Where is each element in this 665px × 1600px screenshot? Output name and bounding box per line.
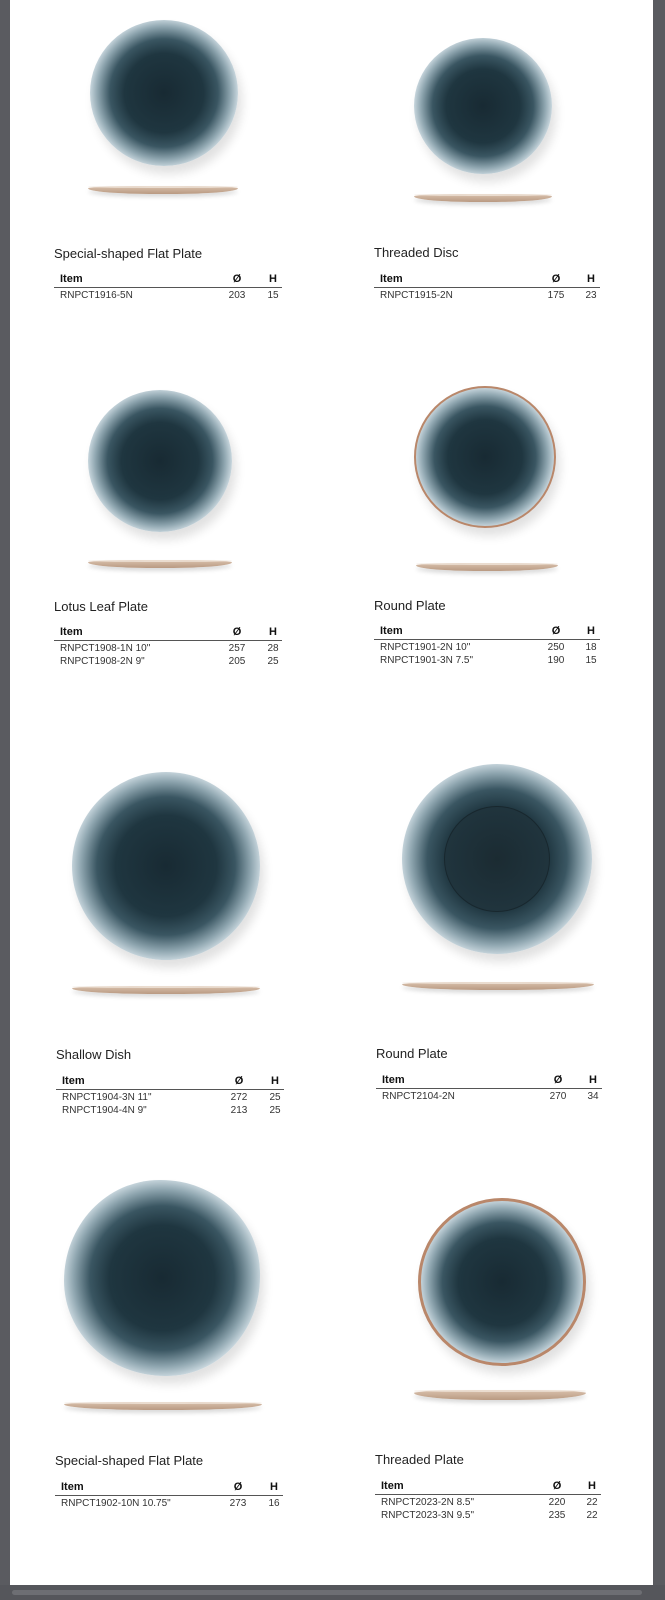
plate-top-view-image <box>72 772 260 960</box>
diameter-value: 205 <box>228 656 246 667</box>
item-code: RNPCT2104-2N <box>382 1091 455 1102</box>
col-item-header: Item <box>54 270 210 288</box>
height-value: 34 <box>587 1091 599 1102</box>
col-height-header: H <box>576 622 600 640</box>
plate-top-view-image <box>64 1180 260 1376</box>
col-height-header: H <box>258 623 282 641</box>
height-value: 23 <box>585 290 597 301</box>
diameter-value: 257 <box>228 643 246 654</box>
plate-well <box>444 806 550 912</box>
col-height-header: H <box>577 1477 601 1495</box>
diameter-value: 190 <box>547 655 565 666</box>
plate-side-view-image <box>414 194 552 202</box>
plate-side-view-image <box>416 563 558 571</box>
table-row <box>375 1495 601 1509</box>
col-item-header: Item <box>374 622 530 640</box>
col-diameter-header: Ø <box>210 270 258 288</box>
col-height-header: H <box>260 1072 284 1090</box>
col-item-header: Item <box>374 270 530 288</box>
col-diameter-header: Ø <box>530 270 576 288</box>
catalog-page <box>10 0 653 1585</box>
plate-side-view-image <box>402 982 594 990</box>
product-title: Threaded Plate <box>375 1452 464 1467</box>
col-item-header: Item <box>55 1478 211 1496</box>
spec-table <box>374 270 600 301</box>
plate-side-view-image <box>88 560 232 568</box>
col-diameter-header: Ø <box>211 1478 259 1496</box>
diameter-value: 175 <box>547 290 565 301</box>
table-row <box>56 1090 284 1104</box>
table-row <box>54 641 282 655</box>
product-title: Lotus Leaf Plate <box>54 599 148 614</box>
col-item-header: Item <box>376 1071 532 1089</box>
item-code: RNPCT1908-1N 10" <box>60 643 151 654</box>
product-title: Special-shaped Flat Plate <box>54 246 203 261</box>
product-title: Shallow Dish <box>56 1047 132 1062</box>
col-height-header: H <box>578 1071 602 1089</box>
diameter-value: 250 <box>547 642 565 653</box>
spec-table <box>376 1071 602 1102</box>
height-value: 22 <box>586 1510 598 1521</box>
plate-side-view-image <box>414 1390 586 1400</box>
height-value: 25 <box>269 1092 281 1103</box>
height-value: 16 <box>268 1498 280 1509</box>
spec-table <box>374 622 600 666</box>
table-row <box>54 654 282 667</box>
plate-side-view-image <box>72 986 260 994</box>
diameter-value: 270 <box>549 1091 567 1102</box>
plate-top-view-image <box>402 764 592 954</box>
item-code: RNPCT2023-3N 9.5" <box>381 1510 475 1521</box>
item-code: RNPCT1901-2N 10" <box>380 642 471 653</box>
product-title: Special-shaped Flat Plate <box>55 1453 204 1468</box>
item-code: RNPCT2023-2N 8.5" <box>381 1497 475 1508</box>
height-value: 18 <box>585 642 597 653</box>
col-item-header: Item <box>54 623 210 641</box>
table-row <box>374 288 600 302</box>
col-height-header: H <box>258 270 282 288</box>
diameter-value: 273 <box>229 1498 247 1509</box>
col-item-header: Item <box>375 1477 531 1495</box>
plate-side-view-image <box>88 186 238 194</box>
col-diameter-header: Ø <box>212 1072 260 1090</box>
col-diameter-header: Ø <box>531 1477 577 1495</box>
table-row <box>54 288 282 302</box>
product-title: Round Plate <box>374 598 446 613</box>
diameter-value: 235 <box>548 1510 566 1521</box>
plate-side-view-image <box>64 1402 262 1410</box>
col-height-header: H <box>259 1478 283 1496</box>
item-code: RNPCT1901-3N 7.5" <box>380 655 474 666</box>
diameter-value: 203 <box>228 290 246 301</box>
product-title: Round Plate <box>376 1046 448 1061</box>
plate-top-view-image <box>90 20 238 166</box>
item-code: RNPCT1902-10N 10.75" <box>61 1498 171 1509</box>
col-height-header: H <box>576 270 600 288</box>
table-row <box>56 1103 284 1116</box>
product-title: Threaded Disc <box>374 245 459 260</box>
plate-top-view-image <box>414 38 552 174</box>
item-code: RNPCT1904-4N 9" <box>62 1105 147 1116</box>
height-value: 28 <box>267 643 279 654</box>
spec-table <box>56 1072 284 1116</box>
item-code: RNPCT1915-2N <box>380 290 453 301</box>
spec-table <box>55 1478 283 1509</box>
item-code: RNPCT1904-3N 11" <box>62 1092 152 1103</box>
col-diameter-header: Ø <box>210 623 258 641</box>
height-value: 22 <box>586 1497 598 1508</box>
col-item-header: Item <box>56 1072 212 1090</box>
height-value: 25 <box>269 1105 281 1116</box>
plate-top-view-image <box>414 386 556 528</box>
plate-top-view-image <box>418 1198 586 1366</box>
col-diameter-header: Ø <box>532 1071 578 1089</box>
diameter-value: 220 <box>548 1497 566 1508</box>
table-row <box>376 1089 602 1103</box>
item-code: RNPCT1916-5N <box>60 290 133 301</box>
col-diameter-header: Ø <box>530 622 576 640</box>
height-value: 15 <box>267 290 279 301</box>
diameter-value: 213 <box>230 1105 248 1116</box>
table-row <box>55 1496 283 1510</box>
height-value: 25 <box>267 656 279 667</box>
spec-table <box>54 270 282 301</box>
table-row <box>374 640 600 654</box>
item-code: RNPCT1908-2N 9" <box>60 656 145 667</box>
spec-table <box>375 1477 601 1521</box>
height-value: 15 <box>585 655 597 666</box>
spec-table <box>54 623 282 667</box>
table-row <box>374 653 600 666</box>
table-row <box>375 1508 601 1521</box>
plate-top-view-image <box>88 390 232 532</box>
diameter-value: 272 <box>230 1092 248 1103</box>
scrollbar-thumb[interactable] <box>12 1590 642 1595</box>
